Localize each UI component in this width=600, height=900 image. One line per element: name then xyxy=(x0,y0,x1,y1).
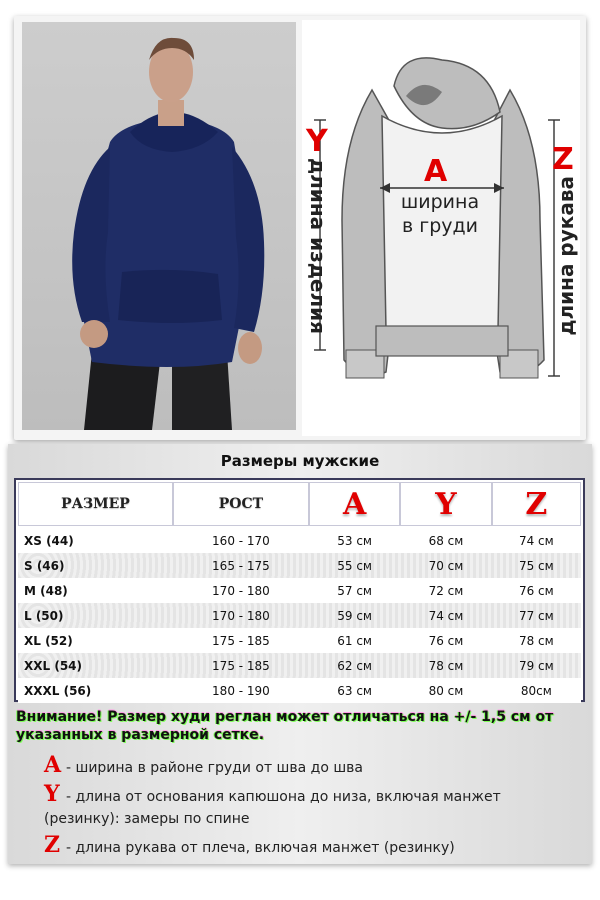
legend-letter: A xyxy=(44,752,62,778)
table-cell: 76 см xyxy=(428,633,464,648)
header-a: A xyxy=(309,482,400,526)
table-cell: 57 см xyxy=(337,583,372,598)
legend-text: - длина от основания капюшона до низа, включая манжет (резинку): замеры по спине xyxy=(44,789,501,827)
table-cell: 80см xyxy=(520,683,552,698)
table-cell: 72 см xyxy=(428,583,464,598)
table-cell: 175 - 185 xyxy=(212,633,270,648)
size-table-header xyxy=(18,482,581,526)
table-cell: 165 - 175 xyxy=(212,558,270,573)
header-y: Y xyxy=(400,482,491,526)
table-cell: XXXL (56) xyxy=(24,683,92,698)
table-row xyxy=(18,578,581,603)
table-row xyxy=(18,553,581,578)
table-cell: 68 см xyxy=(428,533,464,548)
table-cell: 160 - 170 xyxy=(212,533,270,548)
table-cell: 180 - 190 xyxy=(212,683,270,698)
table-cell: 175 - 185 xyxy=(212,658,270,673)
header-z: Z xyxy=(492,482,581,526)
diagram-label-chest xyxy=(380,190,500,238)
table-cell: M (48) xyxy=(24,583,68,598)
table-cell: XS (44) xyxy=(24,533,74,548)
size-warning: Внимание! Размер худи реглан может отличаться на +/- 1,5 см от указанных в размерной сетке. xyxy=(16,709,554,743)
table-row xyxy=(18,528,581,553)
diagram-label-sleeve: длина рукава xyxy=(554,176,578,336)
legend-text: - ширина в районе груди от шва до шва xyxy=(66,760,363,776)
table-row xyxy=(18,603,581,628)
legend-item xyxy=(44,783,564,830)
table-cell: XL (52) xyxy=(24,633,73,648)
legend-item xyxy=(44,834,564,859)
table-cell: 80 см xyxy=(428,683,464,698)
diagram-letter-y: Y xyxy=(306,124,328,159)
table-cell: 78 см xyxy=(518,633,554,648)
table-cell: 61 см xyxy=(337,633,372,648)
legend-text: - длина рукава от плеча, включая манжет (резинку) xyxy=(66,840,455,856)
page-title: Размеры мужские xyxy=(220,452,380,470)
diagram-label-length: длина изделия xyxy=(306,158,330,334)
header-size: РАЗМЕР xyxy=(18,482,173,526)
diagram-letter-z: Z xyxy=(552,142,574,177)
table-cell: 59 см xyxy=(337,608,372,623)
table-cell: 76 см xyxy=(518,583,554,598)
hoodie-model-illustration xyxy=(22,22,296,430)
table-cell: 74 см xyxy=(518,533,554,548)
legend-letter: Z xyxy=(44,832,61,858)
legend-item xyxy=(44,754,564,779)
table-cell: 75 см xyxy=(518,558,554,573)
legend-letter: Y xyxy=(44,781,60,807)
table-cell: 170 - 180 xyxy=(212,583,270,598)
table-cell: 53 см xyxy=(337,533,372,548)
table-row xyxy=(18,678,581,703)
table-cell: 79 см xyxy=(518,658,554,673)
table-cell: 78 см xyxy=(428,658,464,673)
size-table-body xyxy=(18,528,581,703)
table-cell: XXL (54) xyxy=(24,658,82,673)
size-table xyxy=(14,478,585,702)
diagram-letter-a: A xyxy=(424,154,448,189)
table-cell: 62 см xyxy=(337,658,372,673)
table-cell: 70 см xyxy=(428,558,464,573)
chest-label-line1: ширина xyxy=(400,191,480,213)
measurement-legend xyxy=(44,754,564,863)
chest-label-line2: в груди xyxy=(401,215,478,237)
table-cell: 74 см xyxy=(428,608,464,623)
header-height: РОСТ xyxy=(173,482,309,526)
table-cell: 55 см xyxy=(337,558,372,573)
table-row xyxy=(18,653,581,678)
table-cell: 170 - 180 xyxy=(212,608,270,623)
table-cell: L (50) xyxy=(24,608,64,623)
table-cell: S (46) xyxy=(24,558,65,573)
table-row xyxy=(18,628,581,653)
table-cell: 63 см xyxy=(337,683,372,698)
table-cell: 77 см xyxy=(518,608,554,623)
model-photo xyxy=(22,22,296,430)
